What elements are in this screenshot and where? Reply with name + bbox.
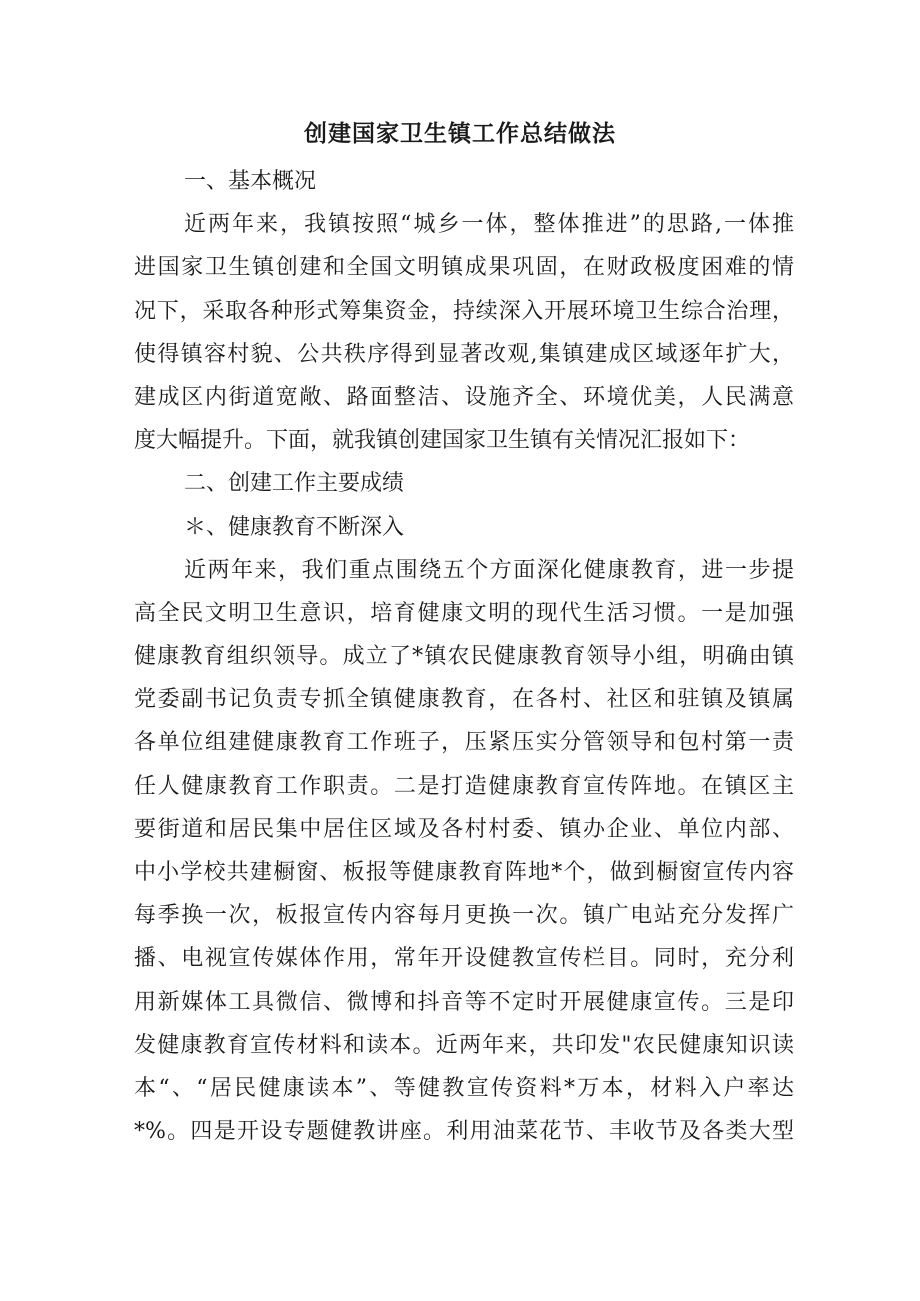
document-body — [134, 160, 794, 1153]
text-line: 进国家卫生镇创建和全国文明镇成果巩固，在财政极度困难的情 — [134, 255, 794, 281]
text-line: 任人健康教育工作职责。二是打造健康教育宣传阵地。在镇区主 — [134, 773, 794, 799]
text-line: 度大幅提升。下面，就我镇创建国家卫生镇有关情况汇报如下： — [134, 428, 751, 454]
text-line: 况下，采取各种形式筹集资金，持续深入开展环境卫生综合治理， — [134, 298, 794, 324]
text-line: 各单位组建健康教育工作班子，压紧压实分管领导和包村第一责 — [134, 730, 794, 756]
document-title: 创建国家卫生镇工作总结做法 — [304, 120, 616, 147]
text-line: 用新媒体工具微信、微博和抖音等不定时开展健康宣传。三是印 — [134, 989, 794, 1015]
text-line: 近两年来，我镇按照“城乡一体，整体推进”的思路,一体推 — [184, 212, 794, 238]
text-line: 使得镇容村貌、公共秩序得到显著改观,集镇建成区域逐年扩大， — [134, 341, 794, 367]
text-line: 播、电视宣传媒体作用，常年开设健教宣传栏目。同时，充分利 — [134, 946, 794, 972]
text-line: *%。四是开设专题健教讲座。利用油菜花节、丰收节及各类大型 — [134, 1119, 794, 1145]
text-line: 发健康教育宣传材料和读本。近两年来，共印发"农民健康知识读 — [134, 1032, 794, 1058]
text-line: 每季换一次，板报宣传内容每月更换一次。镇广电站充分发挥广 — [134, 903, 794, 929]
text-line: 近两年来，我们重点围绕五个方面深化健康教育，进一步提 — [184, 557, 794, 583]
text-line: ＊、健康教育不断深入 — [184, 514, 405, 540]
text-line: 二、创建工作主要成绩 — [184, 471, 405, 497]
text-line: 高全民文明卫生意识，培育健康文明的现代生活习惯。一是加强 — [134, 600, 794, 626]
text-line: 党委副书记负责专抓全镇健康教育，在各村、社区和驻镇及镇属 — [134, 687, 794, 713]
text-line: 建成区内街道宽敞、路面整洁、设施齐全、环境优美，人民满意 — [134, 384, 794, 410]
text-line: 中小学校共建橱窗、板报等健康教育阵地*个，做到橱窗宣传内容 — [134, 860, 794, 885]
text-line: 健康教育组织领导。成立了*镇农民健康教育领导小组，明确由镇 — [134, 644, 794, 670]
text-line: 本“、“居民健康读本”、等健教宣传资料*万本，材料入户率达 — [134, 1075, 794, 1101]
text-line: 要街道和居民集中居住区域及各村村委、镇办企业、单位内部、 — [134, 816, 794, 842]
text-line: 一、基本概况 — [184, 169, 317, 194]
